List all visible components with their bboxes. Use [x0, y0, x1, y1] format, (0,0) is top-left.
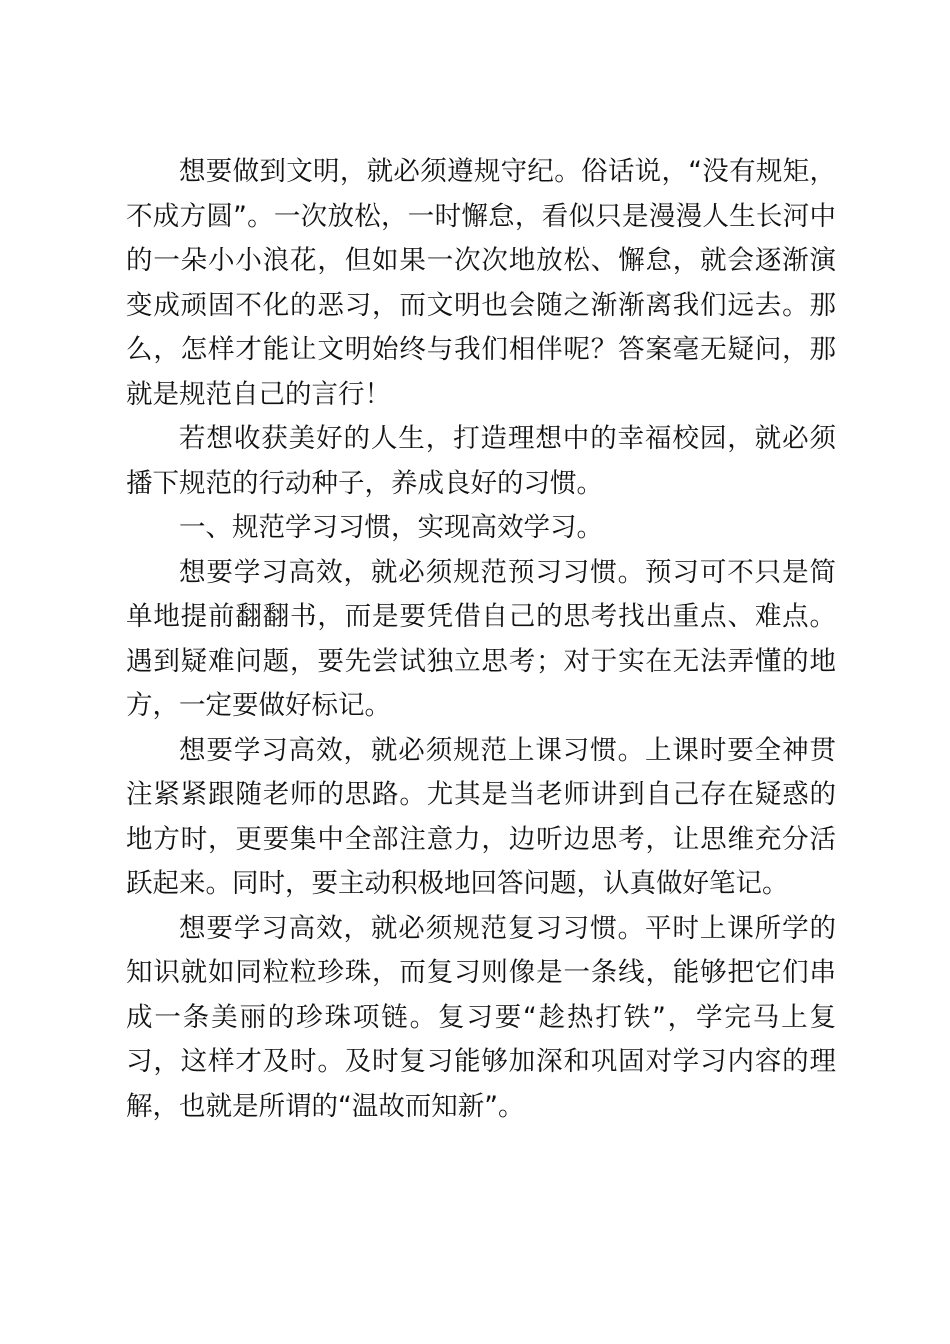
- paragraph-good-habits: 若想收获美好的人生，打造理想中的幸福校园，就必须播下规范的行动种子，养成良好的习惯。: [126, 423, 836, 499]
- paragraph-preview-habits: 想要学习高效，就必须规范预习习惯。预习可不只是简单地提前翻翻书，而是要凭借自己的思考找出重点、难点。遇到疑难问题，要先尝试独立思考；对于实在无法弄懂的地方，一定要做好标记。: [126, 556, 836, 721]
- paragraph-civility-discipline: 想要做到文明，就必须遵规守纪。俗话说，“没有规矩，不成方圆”。一次放松，一时懈怠，看似只是漫漫人生长河中的一朵小小浪花，但如果一次次地放松、懈怠，就会逐渐演变成顽固不化的恶习，而文明也会随之渐渐离我们远去。那么，怎样才能让文明始终与我们相伴呢？答案毫无疑问，那就是规范自己的言行！: [126, 156, 836, 410]
- section-heading-study-habits: 一、规范学习习惯，实现高效学习。: [179, 512, 603, 543]
- document-body: [126, 150, 836, 1129]
- paragraph-review-habits: 想要学习高效，就必须规范复习习惯。平时上课所学的知识就如同粒粒珍珠，而复习则像是一条线，能够把它们串成一条美丽的珍珠项链。复习要“趁热打铁”，学完马上复习，这样才及时。及时复习能够加深和巩固对学习内容的理解，也就是所谓的“温故而知新”。: [126, 912, 836, 1122]
- paragraph-class-habits: 想要学习高效，就必须规范上课习惯。上课时要全神贯注紧紧跟随老师的思路。尤其是当老师讲到自己存在疑惑的地方时，更要集中全部注意力，边听边思考，让思维充分活跃起来。同时，要主动积极地回答问题，认真做好笔记。: [126, 734, 836, 899]
